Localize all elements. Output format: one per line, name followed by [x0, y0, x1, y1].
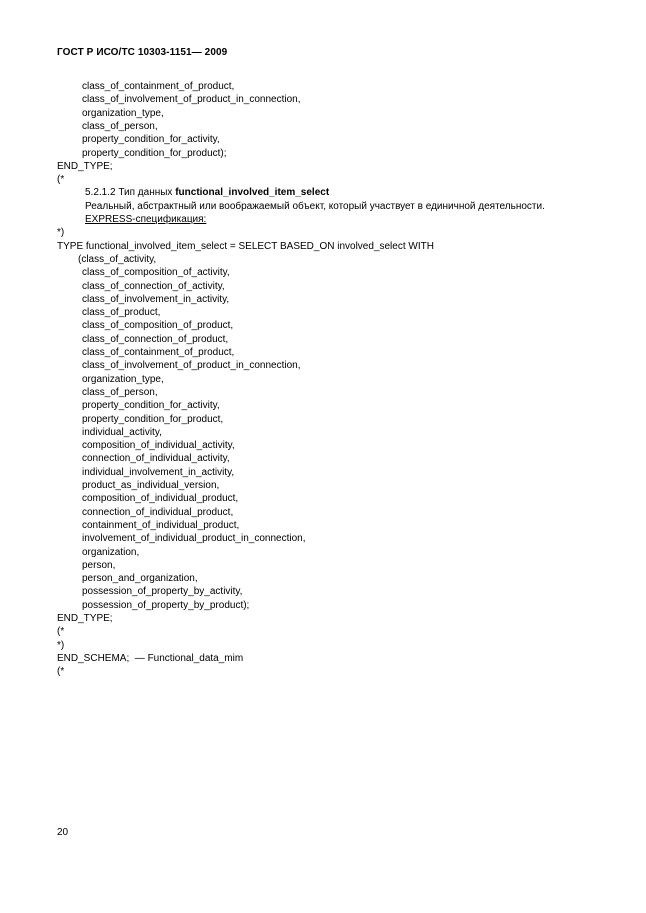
section-type-name: functional_involved_item_select	[175, 187, 330, 199]
code-line: class_of_composition_of_product,	[82, 320, 234, 332]
end-type-keyword: END_TYPE;	[57, 613, 113, 624]
code-line: involvement_of_individual_product_in_connection,	[82, 533, 306, 545]
code-line: containment_of_individual_product,	[82, 519, 240, 531]
code-line: class_of_containment_of_product,	[82, 347, 235, 358]
code-line: class_of_composition_of_activity,	[82, 267, 230, 279]
type-declaration: TYPE functional_involved_item_select = SELECT BASED_ON involved_select WITH	[57, 240, 434, 252]
code-line: organization_type,	[82, 107, 164, 119]
code-line: class_of_product,	[82, 307, 161, 319]
code-line: individual_involvement_in_activity,	[82, 466, 235, 478]
code-line: class_of_involvement_of_product_in_connection,	[82, 360, 301, 372]
comment-close: *)	[57, 639, 65, 651]
comment-open: (*	[57, 666, 65, 678]
code-line: class_of_connection_of_activity,	[82, 280, 225, 292]
code-line: person,	[82, 559, 116, 571]
code-line: organization_type,	[82, 373, 164, 385]
code-line: possession_of_property_by_product);	[82, 599, 250, 611]
code-line: class_of_person,	[82, 386, 158, 398]
comment-open: (*	[57, 626, 65, 638]
page-number: 20	[57, 827, 69, 838]
code-line: individual_activity,	[82, 426, 162, 438]
code-line: (class_of_activity,	[78, 253, 157, 265]
express-spec-label: EXPRESS-спецификация:	[85, 214, 207, 225]
end-schema-keyword: END_SCHEMA; — Functional_data_mim	[57, 652, 244, 664]
section-description: Реальный, абстрактный или воображаемый объект, который участвует в единичной деятельности.	[85, 200, 545, 212]
code-line: product_as_individual_version,	[82, 480, 220, 491]
code-line: property_condition_for_product);	[82, 147, 227, 159]
code-line: class_of_involvement_of_product_in_connection,	[82, 94, 301, 106]
code-line: person_and_organization,	[82, 573, 198, 585]
end-type-keyword: END_TYPE;	[57, 160, 113, 172]
code-line: property_condition_for_activity,	[82, 400, 220, 412]
section-heading	[85, 186, 329, 199]
code-line: class_of_person,	[82, 120, 158, 132]
code-line: property_condition_for_product,	[82, 413, 224, 425]
code-line: possession_of_property_by_activity,	[82, 586, 243, 598]
code-line: connection_of_individual_product,	[82, 506, 234, 518]
code-line: class_of_connection_of_product,	[82, 333, 229, 345]
section-number: 5.2.1.2 Тип данных	[85, 187, 173, 199]
code-line: organization,	[82, 546, 140, 558]
comment-close: *)	[57, 227, 65, 239]
code-line: class_of_involvement_in_activity,	[82, 293, 230, 305]
code-line: property_condition_for_activity,	[82, 134, 220, 146]
page-header-title: ГОСТ Р ИСО/ТС 10303-1151— 2009	[57, 47, 228, 58]
comment-open: (*	[57, 174, 65, 186]
code-line: class_of_containment_of_product,	[82, 81, 235, 92]
code-line: composition_of_individual_activity,	[82, 440, 235, 452]
code-line: composition_of_individual_product,	[82, 493, 239, 505]
code-line: connection_of_individual_activity,	[82, 453, 230, 465]
